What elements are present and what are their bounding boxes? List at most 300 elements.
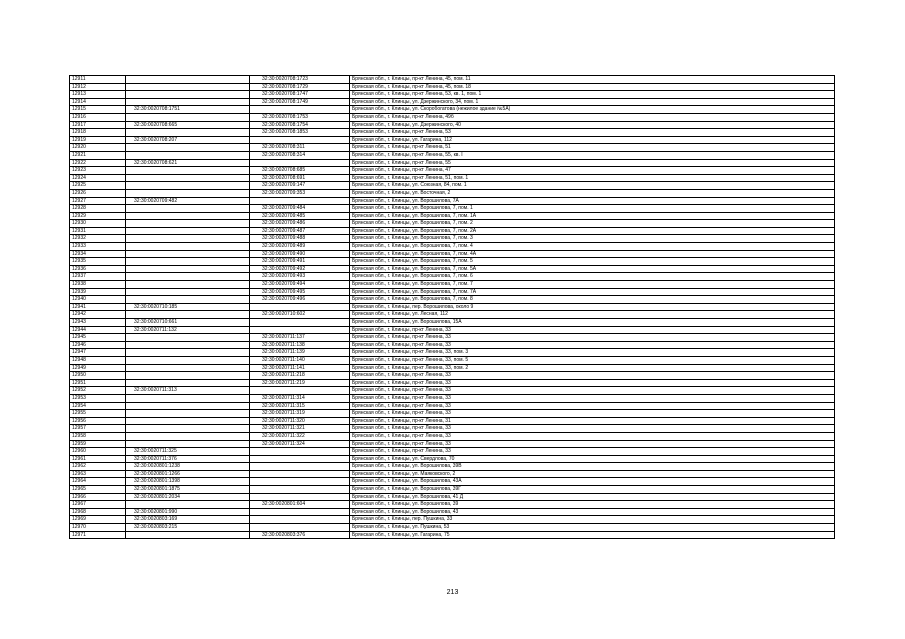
table-row bbox=[70, 174, 835, 182]
row-number-cell: 12923 bbox=[70, 167, 126, 175]
address-cell: Брянская обл., г. Клинцы, ул. Ворошилова, 15А bbox=[350, 319, 835, 327]
table-row bbox=[70, 144, 835, 152]
table-row bbox=[70, 265, 835, 273]
premises-cadastral-number-cell: 32:30:0020708:311 bbox=[250, 144, 350, 152]
address-cell: Брянская обл., г. Клинцы, ул. Ворошилова, 7, пом. 5 bbox=[350, 258, 835, 266]
table-row bbox=[70, 220, 835, 228]
row-number-cell: 12944 bbox=[70, 326, 126, 334]
address-cell: Брянская обл., г. Клинцы, пр-кт Ленина, 33 bbox=[350, 440, 835, 448]
premises-cadastral-number-cell: 32:30:0020708:1754 bbox=[250, 121, 350, 129]
row-number-cell: 12971 bbox=[70, 531, 126, 539]
address-cell: Брянская обл., г. Клинцы, ул. Ворошилова, 7, пом. 3 bbox=[350, 235, 835, 243]
table-row bbox=[70, 243, 835, 251]
cadastral-number-cell: 32:30:0020711:376 bbox=[126, 455, 250, 463]
cadastral-number-cell bbox=[126, 250, 250, 258]
table-row bbox=[70, 167, 835, 175]
row-number-cell: 12936 bbox=[70, 265, 126, 273]
table-row bbox=[70, 273, 835, 281]
premises-cadastral-number-cell bbox=[250, 486, 350, 494]
premises-cadastral-number-cell: 32:30:0020711:314 bbox=[250, 394, 350, 402]
premises-cadastral-number-cell bbox=[250, 197, 350, 205]
premises-cadastral-number-cell: 32:30:0020708:691 bbox=[250, 174, 350, 182]
premises-cadastral-number-cell bbox=[250, 524, 350, 532]
row-number-cell: 12912 bbox=[70, 83, 126, 91]
premises-cadastral-number-cell: 32:30:0020709:494 bbox=[250, 281, 350, 289]
row-number-cell: 12969 bbox=[70, 516, 126, 524]
cadastral-number-cell bbox=[126, 379, 250, 387]
address-cell: Брянская обл., г. Клинцы, пр-кт Ленина, 45, пом. 11 bbox=[350, 76, 835, 84]
cadastral-number-cell bbox=[126, 349, 250, 357]
address-cell: Брянская обл., г. Клинцы, ул. Дзержинского, 34, пом. 1 bbox=[350, 98, 835, 106]
row-number-cell: 12942 bbox=[70, 311, 126, 319]
table-row bbox=[70, 364, 835, 372]
address-cell: Брянская обл., г. Клинцы, пр-кт Ленина, 33 bbox=[350, 326, 835, 334]
address-cell: Брянская обл., г. Клинцы, ул. Ворошилова, 43А bbox=[350, 478, 835, 486]
cadastral-number-cell: 32:30:0020708:665 bbox=[126, 121, 250, 129]
cadastral-number-cell bbox=[126, 182, 250, 190]
registry-table-body bbox=[70, 76, 835, 539]
premises-cadastral-number-cell bbox=[250, 478, 350, 486]
cadastral-number-cell: 32:30:0020803:215 bbox=[126, 524, 250, 532]
address-cell: Брянская обл., г. Клинцы, ул. Свердлова, 70 bbox=[350, 455, 835, 463]
address-cell: Брянская обл., г. Клинцы, ул. Ворошилова, 7, пом. 6 bbox=[350, 273, 835, 281]
premises-cadastral-number-cell: 32:30:0020709:490 bbox=[250, 250, 350, 258]
premises-cadastral-number-cell bbox=[250, 106, 350, 114]
table-row bbox=[70, 151, 835, 159]
table-row bbox=[70, 410, 835, 418]
address-cell: Брянская обл., г. Клинцы, пр-кт Ленина, 51, пом. 1 bbox=[350, 174, 835, 182]
row-number-cell: 12945 bbox=[70, 334, 126, 342]
cadastral-number-cell: 32:30:0020803:169 bbox=[126, 516, 250, 524]
premises-cadastral-number-cell: 32:30:0020708:685 bbox=[250, 167, 350, 175]
address-cell: Брянская обл., г. Клинцы, пр-кт Ленина, 55 bbox=[350, 159, 835, 167]
cadastral-number-cell bbox=[126, 394, 250, 402]
table-row bbox=[70, 493, 835, 501]
address-cell: Брянская обл., г. Клинцы, ул. Ворошилова, 7, пом. 2 bbox=[350, 220, 835, 228]
row-number-cell: 12933 bbox=[70, 243, 126, 251]
table-row bbox=[70, 197, 835, 205]
premises-cadastral-number-cell bbox=[250, 303, 350, 311]
address-cell: Брянская обл., г. Клинцы, ул. Союзная, 84, пом. 1 bbox=[350, 182, 835, 190]
row-number-cell: 12917 bbox=[70, 121, 126, 129]
row-number-cell: 12966 bbox=[70, 493, 126, 501]
address-cell: Брянская обл., г. Клинцы, ул. Ворошилова, 7, пом. 4 bbox=[350, 243, 835, 251]
premises-cadastral-number-cell: 32:30:0020708:1747 bbox=[250, 91, 350, 99]
address-cell: Брянская обл., г. Клинцы, ул. Ворошилова, 7, пом. 5А bbox=[350, 265, 835, 273]
cadastral-number-cell bbox=[126, 220, 250, 228]
cadastral-number-cell: 32:30:0020708:1751 bbox=[126, 106, 250, 114]
table-row bbox=[70, 212, 835, 220]
row-number-cell: 12954 bbox=[70, 402, 126, 410]
address-cell: Брянская обл., г. Клинцы, ул. Пушкина, 53 bbox=[350, 524, 835, 532]
premises-cadastral-number-cell: 32:30:0020711:319 bbox=[250, 410, 350, 418]
row-number-cell: 12927 bbox=[70, 197, 126, 205]
address-cell: Брянская обл., г. Клинцы, пр-кт Ленина, 45, пом. 18 bbox=[350, 83, 835, 91]
address-cell: Брянская обл., г. Клинцы, пр-кт Ленина, 33 bbox=[350, 394, 835, 402]
row-number-cell: 12952 bbox=[70, 387, 126, 395]
cadastral-number-cell bbox=[126, 227, 250, 235]
row-number-cell: 12928 bbox=[70, 205, 126, 213]
row-number-cell: 12925 bbox=[70, 182, 126, 190]
premises-cadastral-number-cell bbox=[250, 463, 350, 471]
table-row bbox=[70, 501, 835, 509]
address-cell: Брянская обл., г. Клинцы, пр-кт Ленина, 33 bbox=[350, 379, 835, 387]
table-row bbox=[70, 83, 835, 91]
premises-cadastral-number-cell bbox=[250, 493, 350, 501]
table-row bbox=[70, 227, 835, 235]
premises-cadastral-number-cell bbox=[250, 159, 350, 167]
address-cell: Брянская обл., г. Клинцы, ул. Скоробогатова (нежилое здание №5А) bbox=[350, 106, 835, 114]
cadastral-number-cell bbox=[126, 98, 250, 106]
cadastral-number-cell bbox=[126, 243, 250, 251]
row-number-cell: 12948 bbox=[70, 356, 126, 364]
cadastral-number-cell bbox=[126, 334, 250, 342]
table-row bbox=[70, 379, 835, 387]
premises-cadastral-number-cell: 32:30:0020709:495 bbox=[250, 288, 350, 296]
cadastral-number-cell bbox=[126, 174, 250, 182]
cadastral-number-cell bbox=[126, 235, 250, 243]
row-number-cell: 12951 bbox=[70, 379, 126, 387]
table-row bbox=[70, 402, 835, 410]
row-number-cell: 12963 bbox=[70, 470, 126, 478]
row-number-cell: 12921 bbox=[70, 151, 126, 159]
address-cell: Брянская обл., г. Клинцы, ул. Ворошилова, 7А bbox=[350, 197, 835, 205]
premises-cadastral-number-cell: 32:30:0020708:1753 bbox=[250, 113, 350, 121]
address-cell: Брянская обл., г. Клинцы, ул. Ворошилова, 7, пом. 7 bbox=[350, 281, 835, 289]
premises-cadastral-number-cell: 32:30:0020711:137 bbox=[250, 334, 350, 342]
table-row bbox=[70, 417, 835, 425]
address-cell: Брянская обл., г. Клинцы, пр-кт Ленина, 53, кв. 1, пом. 1 bbox=[350, 91, 835, 99]
premises-cadastral-number-cell bbox=[250, 319, 350, 327]
premises-cadastral-number-cell: 32:30:0020711:139 bbox=[250, 349, 350, 357]
page-number: 213 bbox=[446, 589, 459, 596]
cadastral-number-cell bbox=[126, 410, 250, 418]
row-number-cell: 12967 bbox=[70, 501, 126, 509]
cadastral-number-cell bbox=[126, 212, 250, 220]
row-number-cell: 12947 bbox=[70, 349, 126, 357]
cadastral-number-cell bbox=[126, 167, 250, 175]
premises-cadastral-number-cell: 32:30:0020711:219 bbox=[250, 379, 350, 387]
row-number-cell: 12961 bbox=[70, 455, 126, 463]
cadastral-number-cell: 32:30:0020801:2034 bbox=[126, 493, 250, 501]
cadastral-number-cell bbox=[126, 440, 250, 448]
premises-cadastral-number-cell: 32:30:0020709:147 bbox=[250, 182, 350, 190]
table-row bbox=[70, 311, 835, 319]
address-cell: Брянская обл., г. Клинцы, пр-кт Ленина, 33 bbox=[350, 410, 835, 418]
table-row bbox=[70, 189, 835, 197]
table-row bbox=[70, 121, 835, 129]
cadastral-number-cell: 32:30:0020708:621 bbox=[126, 159, 250, 167]
cadastral-number-cell bbox=[126, 76, 250, 84]
premises-cadastral-number-cell: 32:30:0020708:1749 bbox=[250, 98, 350, 106]
table-row bbox=[70, 508, 835, 516]
cadastral-number-cell: 32:30:0020801:1398 bbox=[126, 478, 250, 486]
address-cell: Брянская обл., г. Клинцы, пр-кт Ленина, 33, пом. 2 bbox=[350, 364, 835, 372]
address-cell: Брянская обл., г. Клинцы, ул. Дзержинского, 40 bbox=[350, 121, 835, 129]
row-number-cell: 12970 bbox=[70, 524, 126, 532]
address-cell: Брянская обл., г. Клинцы, ул. Ворошилова, 43 bbox=[350, 508, 835, 516]
premises-cadastral-number-cell bbox=[250, 326, 350, 334]
address-cell: Брянская обл., г. Клинцы, пр-кт Ленина, 31 bbox=[350, 417, 835, 425]
cadastral-number-cell bbox=[126, 83, 250, 91]
cadastral-number-cell bbox=[126, 501, 250, 509]
premises-cadastral-number-cell: 32:30:0020708:1853 bbox=[250, 129, 350, 137]
table-row bbox=[70, 288, 835, 296]
table-row bbox=[70, 349, 835, 357]
row-number-cell: 12943 bbox=[70, 319, 126, 327]
address-cell: Брянская обл., г. Клинцы, ул. Ворошилова, 7, пом. 4А bbox=[350, 250, 835, 258]
address-cell: Брянская обл., г. Клинцы, пр-кт Ленина, 33 bbox=[350, 402, 835, 410]
premises-cadastral-number-cell: 32:30:0020801:604 bbox=[250, 501, 350, 509]
table-row bbox=[70, 387, 835, 395]
row-number-cell: 12940 bbox=[70, 296, 126, 304]
address-cell: Брянская обл., г. Клинцы, пр-кт Ленина, 33 bbox=[350, 432, 835, 440]
address-cell: Брянская обл., г. Клинцы, ул. Гагарина, 75 bbox=[350, 531, 835, 539]
premises-cadastral-number-cell: 32:30:0020709:491 bbox=[250, 258, 350, 266]
row-number-cell: 12949 bbox=[70, 364, 126, 372]
row-number-cell: 12913 bbox=[70, 91, 126, 99]
premises-cadastral-number-cell: 32:30:0020803:376 bbox=[250, 531, 350, 539]
address-cell: Брянская обл., г. Клинцы, пр-кт Ленина, 33, пом. 5 bbox=[350, 356, 835, 364]
premises-cadastral-number-cell: 32:30:0020709:485 bbox=[250, 212, 350, 220]
table-row bbox=[70, 372, 835, 380]
address-cell: Брянская обл., г. Клинцы, ул. Ворошилова, 39 bbox=[350, 501, 835, 509]
address-cell: Брянская обл., г. Клинцы, пр-кт Ленина, 53 bbox=[350, 129, 835, 137]
row-number-cell: 12930 bbox=[70, 220, 126, 228]
address-cell: Брянская обл., г. Клинцы, пер. Пушкина, 33 bbox=[350, 516, 835, 524]
row-number-cell: 12916 bbox=[70, 113, 126, 121]
table-row bbox=[70, 448, 835, 456]
premises-cadastral-number-cell: 32:30:0020711:315 bbox=[250, 402, 350, 410]
cadastral-number-cell: 32:30:0020801:1238 bbox=[126, 463, 250, 471]
cadastral-number-cell bbox=[126, 296, 250, 304]
premises-cadastral-number-cell: 32:30:0020708:1729 bbox=[250, 83, 350, 91]
address-cell: Брянская обл., г. Клинцы, ул. Гагарина, 112 bbox=[350, 136, 835, 144]
premises-cadastral-number-cell bbox=[250, 470, 350, 478]
row-number-cell: 12937 bbox=[70, 273, 126, 281]
premises-cadastral-number-cell: 32:30:0020708:1723 bbox=[250, 76, 350, 84]
row-number-cell: 12931 bbox=[70, 227, 126, 235]
table-row bbox=[70, 113, 835, 121]
table-row bbox=[70, 470, 835, 478]
table-row bbox=[70, 440, 835, 448]
cadastral-number-cell: 32:30:0020708:207 bbox=[126, 136, 250, 144]
row-number-cell: 12919 bbox=[70, 136, 126, 144]
address-cell: Брянская обл., г. Клинцы, ул. Ворошилова, 39Г bbox=[350, 486, 835, 494]
row-number-cell: 12935 bbox=[70, 258, 126, 266]
cadastral-number-cell bbox=[126, 311, 250, 319]
table-row bbox=[70, 524, 835, 532]
premises-cadastral-number-cell: 32:30:0020708:314 bbox=[250, 151, 350, 159]
property-registry-table bbox=[69, 75, 835, 539]
address-cell: Брянская обл., г. Клинцы, пр-кт Ленина, 33 bbox=[350, 425, 835, 433]
premises-cadastral-number-cell bbox=[250, 508, 350, 516]
cadastral-number-cell: 32:30:0020801:1266 bbox=[126, 470, 250, 478]
table-row bbox=[70, 341, 835, 349]
row-number-cell: 12957 bbox=[70, 425, 126, 433]
address-cell: Брянская обл., г. Клинцы, ул. Лесная, 112 bbox=[350, 311, 835, 319]
cadastral-number-cell bbox=[126, 258, 250, 266]
address-cell: Брянская обл., г. Клинцы, ул. Ворошилова, 7, пом. 1А bbox=[350, 212, 835, 220]
address-cell: Брянская обл., г. Клинцы, пр-кт Ленина, 49б bbox=[350, 113, 835, 121]
address-cell: Брянская обл., г. Клинцы, пр-кт Ленина, 33, пом. 3 bbox=[350, 349, 835, 357]
table-row bbox=[70, 319, 835, 327]
address-cell: Брянская обл., г. Клинцы, ул. Ворошилова, 7, пом. 7А bbox=[350, 288, 835, 296]
cadastral-number-cell: 32:30:0020709:482 bbox=[126, 197, 250, 205]
cadastral-number-cell bbox=[126, 273, 250, 281]
premises-cadastral-number-cell: 32:30:0020711:138 bbox=[250, 341, 350, 349]
premises-cadastral-number-cell bbox=[250, 448, 350, 456]
cadastral-number-cell: 32:30:0020711:325 bbox=[126, 448, 250, 456]
row-number-cell: 12965 bbox=[70, 486, 126, 494]
cadastral-number-cell bbox=[126, 265, 250, 273]
address-cell: Брянская обл., г. Клинцы, ул. Ворошилова, 7, пом. 1 bbox=[350, 205, 835, 213]
table-row bbox=[70, 356, 835, 364]
row-number-cell: 12964 bbox=[70, 478, 126, 486]
table-row bbox=[70, 281, 835, 289]
table-row bbox=[70, 182, 835, 190]
premises-cadastral-number-cell bbox=[250, 516, 350, 524]
premises-cadastral-number-cell: 32:30:0020711:324 bbox=[250, 440, 350, 448]
cadastral-number-cell: 32:30:0020801:1875 bbox=[126, 486, 250, 494]
row-number-cell: 12968 bbox=[70, 508, 126, 516]
cadastral-number-cell bbox=[126, 144, 250, 152]
row-number-cell: 12920 bbox=[70, 144, 126, 152]
table-row bbox=[70, 296, 835, 304]
cadastral-number-cell bbox=[126, 205, 250, 213]
cadastral-number-cell bbox=[126, 91, 250, 99]
address-cell: Брянская обл., г. Клинцы, ул. Восточная, 2 bbox=[350, 189, 835, 197]
address-cell: Брянская обл., г. Клинцы, пр-кт Ленина, 47 bbox=[350, 167, 835, 175]
cadastral-number-cell bbox=[126, 364, 250, 372]
table-row bbox=[70, 159, 835, 167]
row-number-cell: 12924 bbox=[70, 174, 126, 182]
table-row bbox=[70, 516, 835, 524]
table-row bbox=[70, 91, 835, 99]
premises-cadastral-number-cell: 32:30:0020709:484 bbox=[250, 205, 350, 213]
row-number-cell: 12915 bbox=[70, 106, 126, 114]
row-number-cell: 12959 bbox=[70, 440, 126, 448]
cadastral-number-cell bbox=[126, 372, 250, 380]
cadastral-number-cell: 32:30:0020710:185 bbox=[126, 303, 250, 311]
premises-cadastral-number-cell: 32:30:0020711:320 bbox=[250, 417, 350, 425]
cadastral-number-cell bbox=[126, 288, 250, 296]
row-number-cell: 12950 bbox=[70, 372, 126, 380]
row-number-cell: 12958 bbox=[70, 432, 126, 440]
premises-cadastral-number-cell bbox=[250, 136, 350, 144]
table-row bbox=[70, 98, 835, 106]
premises-cadastral-number-cell: 32:30:0020711:321 bbox=[250, 425, 350, 433]
address-cell: Брянская обл., г. Клинцы, пр-кт Ленина, 33 bbox=[350, 334, 835, 342]
address-cell: Брянская обл., г. Клинцы, пр-кт Ленина, 33 bbox=[350, 448, 835, 456]
row-number-cell: 12941 bbox=[70, 303, 126, 311]
table-row bbox=[70, 334, 835, 342]
cadastral-number-cell bbox=[126, 129, 250, 137]
cadastral-number-cell bbox=[126, 356, 250, 364]
row-number-cell: 12929 bbox=[70, 212, 126, 220]
address-cell: Брянская обл., г. Клинцы, пр-кт Ленина, 33 bbox=[350, 387, 835, 395]
row-number-cell: 12926 bbox=[70, 189, 126, 197]
table-row bbox=[70, 258, 835, 266]
cadastral-number-cell bbox=[126, 281, 250, 289]
table-row bbox=[70, 205, 835, 213]
cadastral-number-cell bbox=[126, 151, 250, 159]
row-number-cell: 12962 bbox=[70, 463, 126, 471]
table-row bbox=[70, 326, 835, 334]
table-row bbox=[70, 136, 835, 144]
premises-cadastral-number-cell: 32:30:0020710:602 bbox=[250, 311, 350, 319]
premises-cadastral-number-cell: 32:30:0020709:493 bbox=[250, 273, 350, 281]
table-row bbox=[70, 486, 835, 494]
row-number-cell: 12911 bbox=[70, 76, 126, 84]
cadastral-number-cell bbox=[126, 402, 250, 410]
cadastral-number-cell: 32:30:0020801:990 bbox=[126, 508, 250, 516]
cadastral-number-cell bbox=[126, 417, 250, 425]
row-number-cell: 12955 bbox=[70, 410, 126, 418]
address-cell: Брянская обл., г. Клинцы, пр-кт Ленина, 33 bbox=[350, 372, 835, 380]
premises-cadastral-number-cell: 32:30:0020709:496 bbox=[250, 296, 350, 304]
premises-cadastral-number-cell: 32:30:0020709:486 bbox=[250, 220, 350, 228]
row-number-cell: 12934 bbox=[70, 250, 126, 258]
cadastral-number-cell bbox=[126, 189, 250, 197]
premises-cadastral-number-cell: 32:30:0020711:322 bbox=[250, 432, 350, 440]
premises-cadastral-number-cell: 32:30:0020709:488 bbox=[250, 235, 350, 243]
cadastral-number-cell bbox=[126, 113, 250, 121]
table-row bbox=[70, 129, 835, 137]
address-cell: Брянская обл., г. Клинцы, ул. Ворошилова, 7, пом. 8 bbox=[350, 296, 835, 304]
premises-cadastral-number-cell bbox=[250, 455, 350, 463]
row-number-cell: 12922 bbox=[70, 159, 126, 167]
table-row bbox=[70, 394, 835, 402]
row-number-cell: 12914 bbox=[70, 98, 126, 106]
premises-cadastral-number-cell: 32:30:0020709:487 bbox=[250, 227, 350, 235]
row-number-cell: 12946 bbox=[70, 341, 126, 349]
cadastral-number-cell bbox=[126, 341, 250, 349]
row-number-cell: 12918 bbox=[70, 129, 126, 137]
cadastral-number-cell bbox=[126, 531, 250, 539]
address-cell: Брянская обл., г. Клинцы, пр-кт Ленина, 51 bbox=[350, 144, 835, 152]
row-number-cell: 12953 bbox=[70, 394, 126, 402]
table-row bbox=[70, 478, 835, 486]
premises-cadastral-number-cell bbox=[250, 387, 350, 395]
table-row bbox=[70, 425, 835, 433]
table-row bbox=[70, 76, 835, 84]
premises-cadastral-number-cell: 32:30:0020711:218 bbox=[250, 372, 350, 380]
table-row bbox=[70, 303, 835, 311]
address-cell: Брянская обл., г. Клинцы, ул. Ворошилова, 39В bbox=[350, 463, 835, 471]
table-row bbox=[70, 235, 835, 243]
address-cell: Брянская обл., г. Клинцы, пр-кт Ленина, 33 bbox=[350, 341, 835, 349]
cadastral-number-cell bbox=[126, 425, 250, 433]
cadastral-number-cell: 32:30:0020711:313 bbox=[126, 387, 250, 395]
premises-cadastral-number-cell: 32:30:0020709:492 bbox=[250, 265, 350, 273]
row-number-cell: 12939 bbox=[70, 288, 126, 296]
cadastral-number-cell bbox=[126, 432, 250, 440]
row-number-cell: 12956 bbox=[70, 417, 126, 425]
row-number-cell: 12938 bbox=[70, 281, 126, 289]
premises-cadastral-number-cell: 32:30:0020709:489 bbox=[250, 243, 350, 251]
table-row bbox=[70, 531, 835, 539]
row-number-cell: 12960 bbox=[70, 448, 126, 456]
table-row bbox=[70, 455, 835, 463]
table-row bbox=[70, 106, 835, 114]
table-row bbox=[70, 432, 835, 440]
premises-cadastral-number-cell: 32:30:0020711:140 bbox=[250, 356, 350, 364]
premises-cadastral-number-cell: 32:30:0020711:141 bbox=[250, 364, 350, 372]
cadastral-number-cell: 32:30:0020711:132 bbox=[126, 326, 250, 334]
address-cell: Брянская обл., г. Клинцы, ул. Ворошилова, 7, пом. 2А bbox=[350, 227, 835, 235]
address-cell: Брянская обл., г. Клинцы, пр-кт Ленина, 55, кв. I bbox=[350, 151, 835, 159]
